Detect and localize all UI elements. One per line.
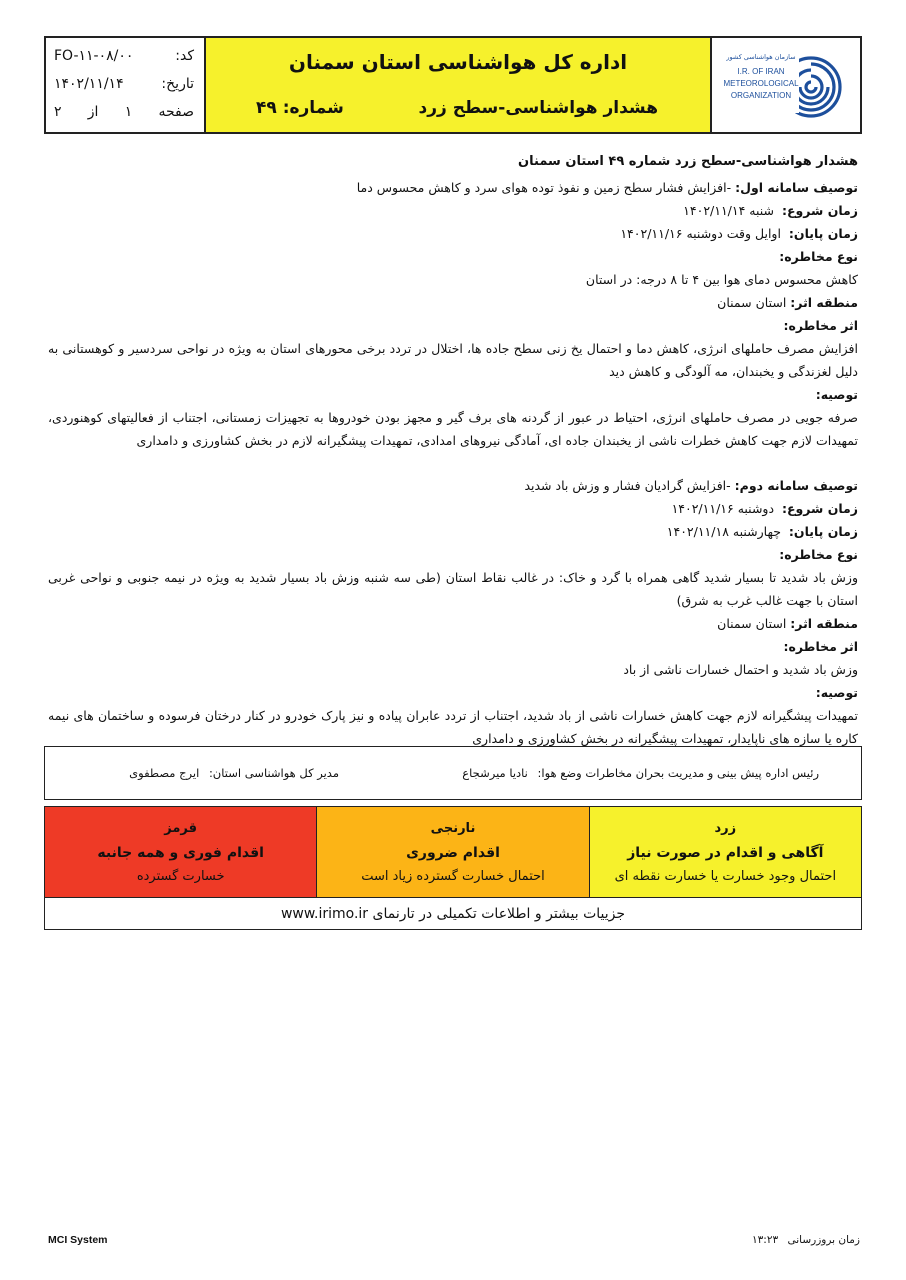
director-title: مدیر کل هواشناسی استان: — [208, 766, 339, 780]
warning-level-title: هشدار هواشناسی-سطح زرد — [418, 98, 658, 118]
head-name: نادیا میرشجاع — [462, 766, 528, 780]
system-1-hazard-label: نوع مخاطره: — [779, 249, 858, 264]
code-row — [54, 42, 194, 70]
system-2-advice-value: تمهیدات پیشگیرانه لازم جهت کاهش خسارات ناشی از باد شدید، اجتناب از تردد عابران پیاده و نیز پارک خودرو در کنار درختان فرسوده و ساختمان های نیمه کاره یا سازه های ناپایدار، تمهیدات پیشگیرانه در بخش کشاورزی و دامداری — [48, 708, 858, 746]
date-value: ۱۴۰۲/۱۱/۱۴ — [54, 76, 124, 92]
system-1 — [48, 176, 858, 452]
page-of: از — [87, 104, 99, 120]
system-1-advice-label: توصیه: — [815, 387, 858, 402]
page-total: ۲ — [54, 104, 62, 120]
legend-red-damage: خسارت گسترده — [136, 869, 225, 884]
logo-text-en-3: ORGANIZATION — [730, 91, 792, 100]
system-1-region — [48, 291, 858, 314]
head-title: رئیس اداره پیش بینی و مدیریت بحران مخاطرات وضع هوا: — [537, 766, 819, 780]
system-2-description — [48, 474, 858, 497]
code-value: FO-۱۱-۰۸/۰۰ — [54, 48, 134, 64]
system-1-end-label: زمان پایان: — [788, 226, 858, 241]
update-value: ۱۳:۲۳ — [752, 1234, 779, 1246]
document-meta — [46, 38, 206, 132]
system-2-region-value: استان سمنان — [717, 616, 787, 631]
update-label: زمان بروزرسانی — [787, 1234, 860, 1246]
director-name: ایرج مصطفوی — [129, 766, 200, 780]
logo-text-en-1: I.R. OF IRAN — [737, 67, 785, 76]
system-2-hazard-label: نوع مخاطره: — [779, 547, 858, 562]
legend-orange-level: نارنجی — [430, 821, 476, 836]
system-2-impact-value: وزش باد شدید و احتمال خسارات ناشی از باد — [623, 662, 858, 677]
system-1-advice-value: صرفه جویی در مصرف حاملهای انرژی، احتیاط در عبور از گردنه های برف گیر و مجهز بودن خودروها به تجهیزات زمستانی، اجتناب از فعالیتهای کوهنوردی، تمهیدات لازم جهت کاهش خطرات ناشی از یخبندان جاده ای، آمادگی نیروهای امدادی، تمهیدات پیشگیرانه لازم در بخش کشاورزی و دامداری — [48, 410, 858, 448]
system-2-hazard-value: وزش باد شدید تا بسیار شدید گاهی همراه با گرد و خاک: در غالب نقاط استان (طی سه شنبه وزش باد بسیار شدید به ویژه در نیمه جنوبی و نواحی غربی استان با جهت غالب غرب به شرق) — [48, 570, 858, 608]
date-label: تاریخ: — [161, 76, 194, 92]
system-2-impact-label: اثر مخاطره: — [783, 639, 858, 654]
legend-yellow-damage: احتمال وجود خسارت یا خسارت نقطه ای — [614, 869, 837, 884]
legend-orange-action: اقدام ضروری — [406, 845, 500, 861]
legend-orange — [317, 807, 589, 897]
warning-body — [48, 150, 858, 750]
system-1-end — [48, 222, 858, 245]
legend-red-action: اقدام فوری و همه جانبه — [97, 845, 264, 861]
system-1-description — [48, 176, 858, 199]
system-2 — [48, 474, 858, 750]
system-1-desc-label: توصیف سامانه اول: — [735, 180, 858, 195]
logo-icon — [721, 45, 851, 125]
legend-yellow — [590, 807, 861, 897]
head-signature — [456, 766, 819, 780]
system-1-start-label: زمان شروع: — [781, 203, 858, 218]
page-label: صفحه — [158, 104, 194, 120]
header-title-area — [206, 38, 712, 132]
system-1-desc-value: -افزایش فشار سطح زمین و نفوذ توده هوای سرد و کاهش محسوس دما — [356, 180, 732, 195]
system-2-end-label: زمان پایان: — [788, 524, 858, 539]
system-2-region — [48, 612, 858, 635]
meteorological-organization-logo — [712, 38, 860, 132]
document-header — [44, 36, 862, 134]
system-1-impact-value: افزایش مصرف حاملهای انرژی، کاهش دما و احتمال یخ زنی سطح جاده ها، اختلال در تردد برخی محورهای استان به ویژه در نواحی سردسیر و کوهستانی به دلیل لغزندگی و یخبندان، مه آلودگی و کاهش دید — [48, 341, 858, 379]
system-2-start — [48, 497, 858, 520]
date-row — [54, 70, 194, 98]
document-title: هشدار هواشناسی-سطح زرد شماره ۴۹ استان سمنان — [518, 154, 858, 169]
update-time — [746, 1234, 860, 1246]
system-2-desc-value: -افزایش گرادیان فشار و وزش باد شدید — [524, 478, 731, 493]
system-2-advice-label: توصیه: — [815, 685, 858, 700]
code-label: کد: — [175, 48, 194, 64]
warning-number — [256, 98, 344, 118]
page-current: ۱ — [124, 104, 133, 120]
system-1-start-value: شنبه ۱۴۰۲/۱۱/۱۴ — [683, 203, 775, 218]
system-1-region-value: استان سمنان — [717, 295, 787, 310]
page-row — [54, 98, 194, 126]
system-2-start-label: زمان شروع: — [781, 501, 858, 516]
legend-website-note: جزییات بیشتر و اطلاعات تکمیلی در تارنمای www.irimo.ir — [280, 905, 626, 922]
director-signature — [123, 766, 339, 780]
signatures-box — [44, 746, 862, 800]
system-2-start-value: دوشنبه ۱۴۰۲/۱۱/۱۶ — [671, 501, 775, 516]
system-name: MCI System — [48, 1234, 108, 1246]
system-2-end-value: چهارشنبه ۱۴۰۲/۱۱/۱۸ — [666, 524, 781, 539]
system-1-impact-label: اثر مخاطره: — [783, 318, 858, 333]
system-2-region-label: منطقه اثر: — [790, 616, 858, 631]
legend-orange-damage: احتمال خسارت گسترده زیاد است — [361, 869, 545, 884]
system-1-end-value: اوایل وقت دوشنبه ۱۴۰۲/۱۱/۱۶ — [620, 226, 781, 241]
system-2-desc-label: توصیف سامانه دوم: — [734, 478, 858, 493]
number-value: ۴۹ — [256, 98, 277, 118]
logo-text-fa: سازمان هواشناسی کشور — [726, 53, 796, 61]
office-title: اداره کل هواشناسی استان سمنان — [288, 50, 628, 74]
legend-yellow-level: زرد — [714, 821, 737, 836]
system-2-end — [48, 520, 858, 543]
legend-row — [45, 807, 861, 898]
logo-text-en-2: METEOROLOGICAL — [723, 79, 799, 88]
legend-red-level: قرمز — [164, 821, 198, 836]
system-1-start — [48, 199, 858, 222]
system-1-region-label: منطقه اثر: — [790, 295, 858, 310]
legend-red — [45, 807, 317, 897]
warning-levels-legend — [44, 806, 862, 930]
legend-yellow-action: آگاهی و اقدام در صورت نیاز — [627, 845, 824, 861]
number-label: شماره: — [282, 98, 344, 118]
system-1-hazard-value: کاهش محسوس دمای هوا بین ۴ تا ۸ درجه: در استان — [585, 272, 858, 287]
